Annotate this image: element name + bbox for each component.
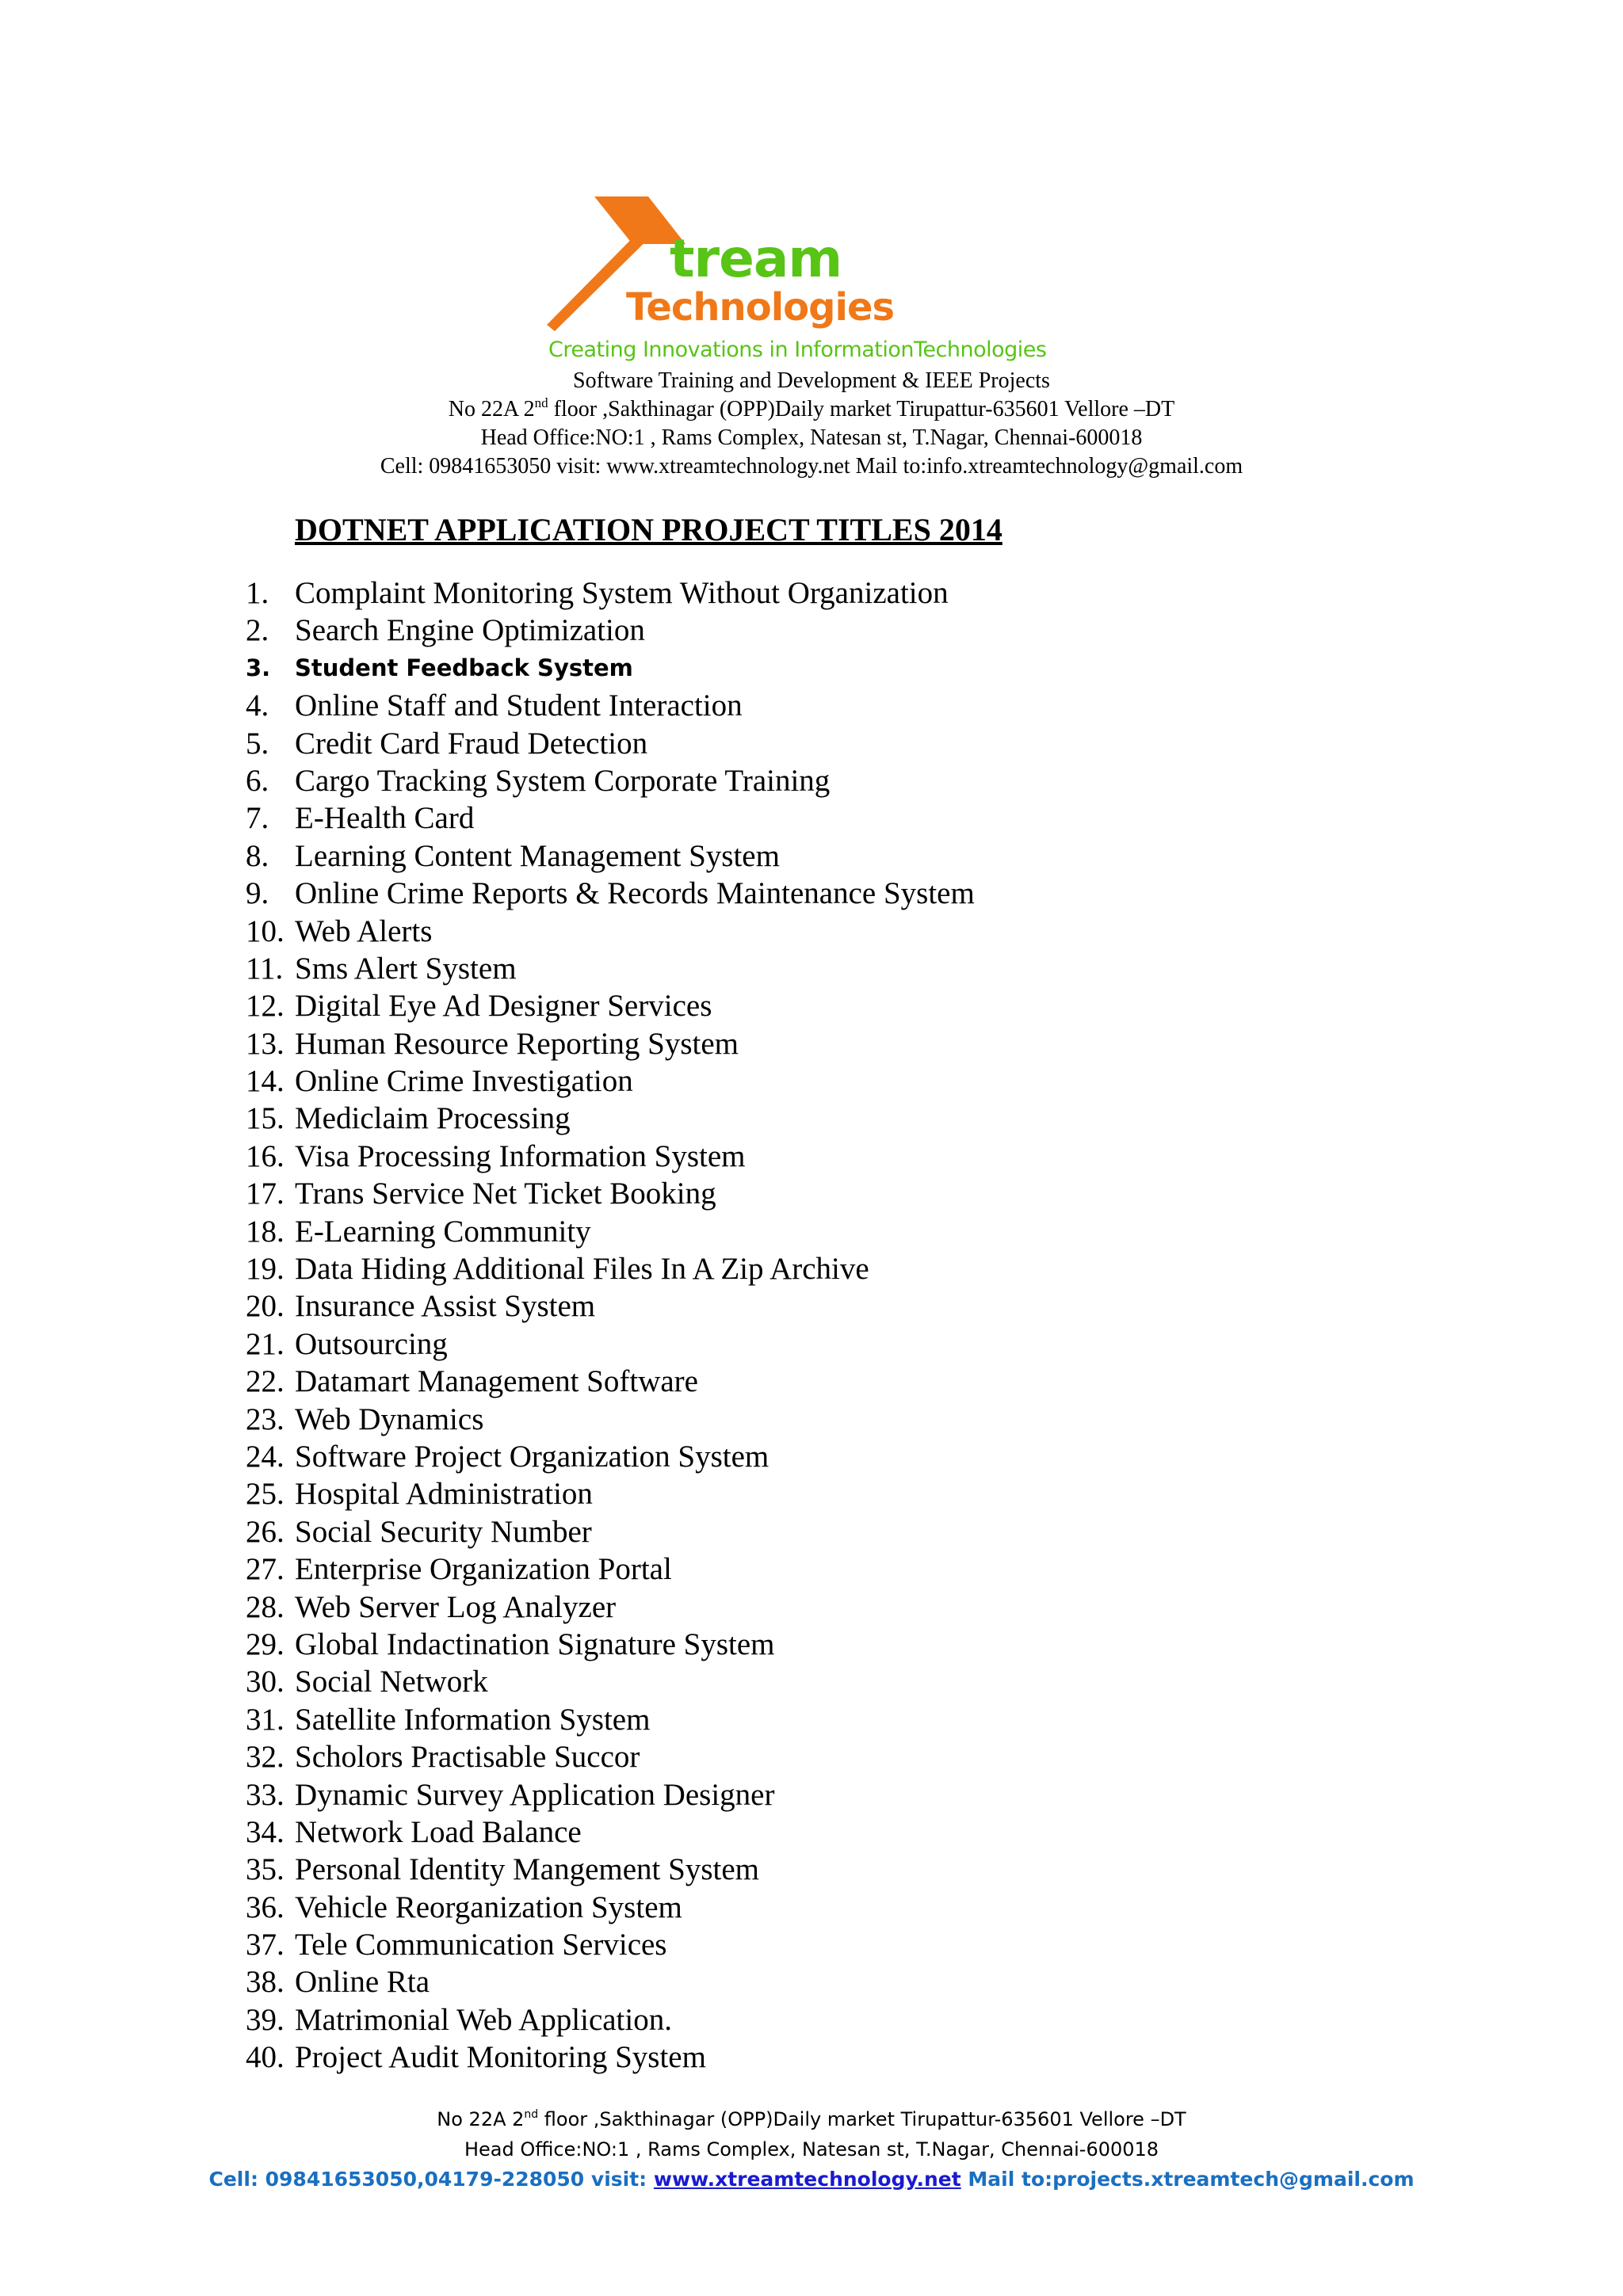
list-item-number: 17.	[246, 1177, 285, 1211]
list-item-title: Online Rta	[295, 1965, 430, 2000]
list-item-title: Visa Processing Information System	[295, 1138, 746, 1173]
list-item-title: Credit Card Fraud Detection	[295, 726, 648, 761]
list-item-number: 24.	[246, 1439, 285, 1474]
list-item	[0, 687, 1623, 724]
list-item-title: Personal Identity Mangement System	[295, 1852, 759, 1887]
list-item-title: Software Project Organization System	[295, 1439, 769, 1474]
list-item-number: 33.	[246, 1777, 285, 1812]
list-item	[0, 913, 1623, 950]
list-item-number: 36.	[246, 1890, 285, 1924]
list-item-title: Student Feedback System	[295, 654, 633, 681]
list-item-title: Scholors Practisable Succor	[295, 1740, 640, 1775]
list-item	[0, 2001, 1623, 2039]
list-item	[0, 612, 1623, 649]
list-item-title: Mediclaim Processing	[295, 1101, 571, 1136]
list-item-title: Cargo Tracking System Corporate Training	[295, 763, 831, 798]
list-item	[0, 837, 1623, 875]
list-item-number: 16.	[246, 1138, 285, 1173]
list-item-number: 6.	[246, 763, 269, 798]
list-item	[0, 1287, 1623, 1325]
list-item-number: 2.	[246, 613, 269, 648]
footer-contact: Cell: 09841653050,04179-228050 visit: www.xtreamtechnology.net Mail to:projects.xtreamtech@gmail.com	[208, 2168, 1415, 2191]
logo-word-tream: tream	[670, 228, 842, 289]
list-item-number: 30.	[246, 1665, 285, 1699]
list-item-number: 10.	[246, 913, 285, 948]
list-item	[0, 1889, 1623, 1926]
list-item-number: 39.	[246, 2002, 285, 2037]
logo-word-technologies: Technologies	[626, 285, 895, 330]
list-item	[0, 2039, 1623, 2076]
footer-head-office: Head Office:NO:1 , Rams Complex, Natesan st, T.Nagar, Chennai-600018	[464, 2138, 1159, 2161]
list-item	[0, 1814, 1623, 1851]
list-item-title: E-Learning Community	[295, 1214, 591, 1249]
list-item-number: 28.	[246, 1589, 285, 1624]
list-item-number: 29.	[246, 1627, 285, 1661]
list-item	[0, 1663, 1623, 1700]
list-item	[0, 987, 1623, 1024]
list-item-number: 27.	[246, 1552, 285, 1587]
list-item	[0, 1475, 1623, 1512]
list-item-number: 1.	[246, 576, 269, 610]
list-item-number: 37.	[246, 1928, 285, 1962]
list-item-title: Trans Service Net Ticket Booking	[295, 1177, 716, 1211]
list-item-number: 12.	[246, 989, 285, 1024]
list-item-title: Vehicle Reorganization System	[295, 1890, 682, 1924]
header-line-contact: Cell: 09841653050 visit: www.xtreamtechnology.net Mail to:info.xtreamtechnology@gmail.com	[380, 454, 1243, 479]
list-item-number: 18.	[246, 1214, 285, 1249]
list-item-title: Web Alerts	[295, 913, 433, 948]
list-item	[0, 1851, 1623, 1888]
list-item	[0, 1738, 1623, 1775]
list-item-title: Global Indactination Signature System	[295, 1627, 775, 1661]
list-item-title: Satellite Information System	[295, 1702, 651, 1737]
list-item-title: Digital Eye Ad Designer Services	[295, 989, 712, 1024]
header-line-branch-address: No 22A 2nd floor ,Sakthinagar (OPP)Daily market Tirupattur-635601 Vellore –DT	[448, 395, 1175, 421]
list-item	[0, 1401, 1623, 1438]
list-item-title: Project Audit Monitoring System	[295, 2040, 706, 2075]
list-item	[0, 650, 1623, 687]
company-logo	[547, 190, 1070, 368]
list-item-number: 15.	[246, 1101, 285, 1136]
list-item	[0, 1626, 1623, 1663]
list-item	[0, 875, 1623, 912]
list-item-title: Data Hiding Additional Files In A Zip Archive	[295, 1252, 869, 1287]
list-item	[0, 1701, 1623, 1738]
list-item-number: 9.	[246, 876, 269, 911]
list-item-title: Dynamic Survey Application Designer	[295, 1777, 775, 1812]
list-item-number: 7.	[246, 801, 269, 836]
website-link[interactable]: www.xtreamtechnology.net	[653, 2168, 961, 2191]
list-item-number: 26.	[246, 1514, 285, 1549]
list-item-number: 5.	[246, 726, 269, 761]
list-item-number: 25.	[246, 1477, 285, 1512]
list-item	[0, 574, 1623, 612]
list-item	[0, 1175, 1623, 1212]
list-item	[0, 1550, 1623, 1588]
list-item-title: Online Crime Reports & Records Maintenance System	[295, 876, 975, 911]
list-item	[0, 799, 1623, 837]
list-item-title: Search Engine Optimization	[295, 613, 645, 648]
list-item	[0, 1363, 1623, 1400]
logo-tagline: Creating Innovations in InformationTechnologies	[548, 338, 1047, 362]
list-item	[0, 725, 1623, 762]
list-item	[0, 1138, 1623, 1175]
list-item	[0, 1213, 1623, 1250]
list-item-title: Outsourcing	[295, 1326, 448, 1361]
list-item-title: Social Security Number	[295, 1514, 592, 1549]
list-item	[0, 1100, 1623, 1137]
list-item-title: Web Server Log Analyzer	[295, 1589, 617, 1624]
list-item-title: Complaint Monitoring System Without Organization	[295, 576, 949, 610]
header-line-head-office: Head Office:NO:1 , Rams Complex, Natesan st, T.Nagar, Chennai-600018	[480, 425, 1143, 450]
list-item-title: Sms Alert System	[295, 951, 517, 986]
list-item	[0, 1325, 1623, 1363]
footer-branch-address: No 22A 2nd floor ,Sakthinagar (OPP)Daily market Tirupattur-635601 Vellore –DT	[437, 2108, 1186, 2130]
list-item	[0, 1438, 1623, 1475]
list-item-number: 38.	[246, 1965, 285, 2000]
list-item-title: Human Resource Reporting System	[295, 1026, 739, 1061]
list-item-number: 23.	[246, 1402, 285, 1436]
list-item-title: Online Crime Investigation	[295, 1064, 633, 1099]
list-item-number: 34.	[246, 1814, 285, 1849]
list-item	[0, 1513, 1623, 1550]
list-item-number: 8.	[246, 838, 269, 873]
list-item-number: 4.	[246, 688, 269, 723]
list-item-title: Tele Communication Services	[295, 1928, 667, 1962]
footer	[0, 2104, 1623, 2195]
list-item-number: 19.	[246, 1252, 285, 1287]
list-item-title: Datamart Management Software	[295, 1364, 698, 1399]
list-item	[0, 1776, 1623, 1814]
list-item	[0, 762, 1623, 799]
header-line-services: Software Training and Development & IEEE Projects	[573, 368, 1050, 393]
list-item-number: 11.	[246, 951, 284, 986]
list-item-title: Social Network	[295, 1665, 488, 1699]
list-item	[0, 1250, 1623, 1287]
list-item-number: 32.	[246, 1740, 285, 1775]
list-item-number: 3.	[246, 654, 271, 681]
list-item-title: Network Load Balance	[295, 1814, 582, 1849]
list-item-title: Web Dynamics	[295, 1402, 484, 1436]
list-item-number: 20.	[246, 1289, 285, 1324]
list-item-title: E-Health Card	[295, 801, 475, 836]
list-item-title: Online Staff and Student Interaction	[295, 688, 743, 723]
list-item-title: Learning Content Management System	[295, 838, 780, 873]
list-item-number: 31.	[246, 1702, 285, 1737]
list-item	[0, 1025, 1623, 1062]
list-item-title: Insurance Assist System	[295, 1289, 596, 1324]
list-item	[0, 1062, 1623, 1100]
list-item	[0, 1926, 1623, 1963]
list-item	[0, 1589, 1623, 1626]
list-item	[0, 950, 1623, 987]
list-item-number: 14.	[246, 1064, 285, 1099]
list-item-number: 35.	[246, 1852, 285, 1887]
page-title: DOTNET APPLICATION PROJECT TITLES 2014	[295, 512, 1002, 547]
list-item-title: Enterprise Organization Portal	[295, 1552, 672, 1587]
list-item-title: Matrimonial Web Application.	[295, 2002, 672, 2037]
list-item-number: 21.	[246, 1326, 285, 1361]
list-item-number: 13.	[246, 1026, 285, 1061]
list-item-number: 22.	[246, 1364, 285, 1399]
list-item	[0, 1963, 1623, 2000]
header-address	[0, 367, 1623, 481]
list-item-title: Hospital Administration	[295, 1477, 593, 1512]
project-list	[0, 574, 1623, 2077]
list-item-number: 40.	[246, 2040, 285, 2075]
